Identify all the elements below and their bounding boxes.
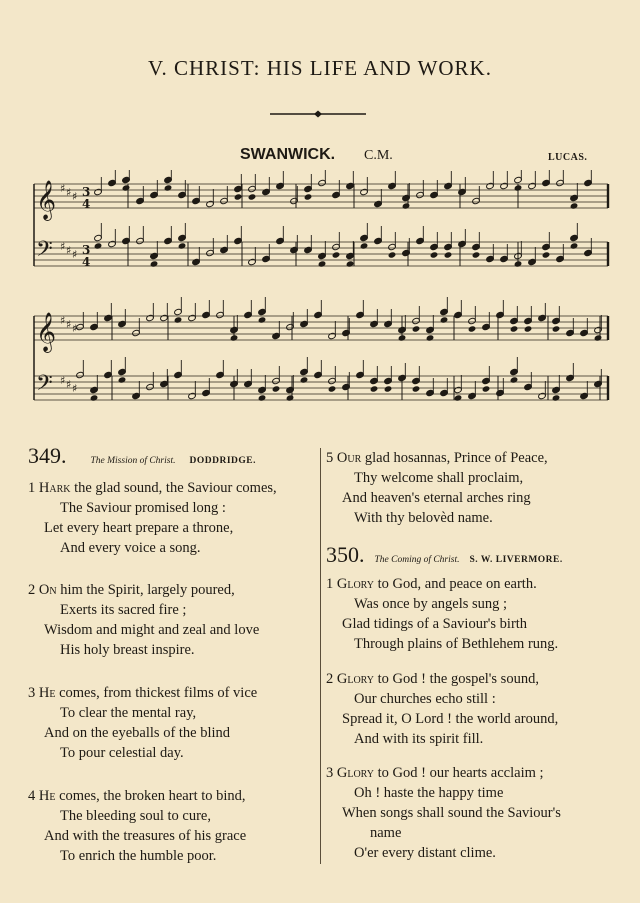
svg-text:𝄞: 𝄞 [36, 312, 57, 352]
hymn-350-number: 350. [326, 542, 365, 567]
stanza-number: 5 [326, 450, 334, 466]
stanza-line: And every voice a song. [60, 540, 201, 556]
stanza-line: And with the treasures of his grace [44, 828, 247, 844]
stanza-line: Oh ! haste the happy time [354, 785, 504, 801]
stanza-number: 2 [326, 671, 334, 687]
stanza-line: Through plains of Bethlehem rung. [354, 636, 559, 652]
stanza-number: 2 [28, 582, 36, 598]
stanza-line: And with its spirit fill. [354, 731, 484, 747]
stanza-line: With thy belovèd name. [354, 510, 493, 526]
svg-text:♯: ♯ [72, 322, 78, 335]
hymn-349-stanza-1 [28, 478, 277, 558]
stanza-line: To clear the mental ray, [60, 705, 197, 721]
hymn-349-stanza-4 [28, 786, 246, 866]
svg-text:♯: ♯ [66, 318, 72, 331]
svg-text:♯: ♯ [72, 190, 78, 203]
svg-text:♯: ♯ [66, 244, 72, 257]
stanza-line: Let every heart prepare a throne, [44, 520, 234, 536]
hymn-349-title: The Mission of Christ. [90, 456, 176, 466]
svg-text:3: 3 [82, 243, 91, 257]
svg-text:♯: ♯ [60, 182, 66, 195]
hymn-349-header [28, 443, 256, 469]
hymn-350-stanza-1 [326, 574, 558, 654]
svg-text:♯: ♯ [72, 382, 78, 395]
stanza-number: 3 [28, 685, 36, 701]
stanza-line: Glory to God ! the gospel's sound, [336, 671, 539, 687]
stanza-line: Glory to God ! our hearts acclaim ; [336, 765, 544, 781]
hymn-349-stanza-5 [326, 448, 548, 528]
stanza-line: name [370, 825, 402, 841]
hymn-350-author: S. W. LIVERMORE. [469, 555, 563, 565]
stanza-line: O'er every distant clime. [354, 845, 496, 861]
stanza-line: Glory to God, and peace on earth. [336, 576, 537, 592]
svg-text:𝄢: 𝄢 [36, 237, 53, 267]
stanza-line: The bleeding soul to cure, [60, 808, 211, 824]
stanza-number: 3 [326, 765, 334, 781]
hymn-350-stanza-2 [326, 669, 558, 749]
tune-name: SWANWICK. [240, 146, 336, 163]
column-divider [320, 448, 321, 864]
hymn-349-stanza-2 [28, 580, 259, 660]
stanza-number: 1 [28, 480, 36, 496]
stanza-line: Thy welcome shall proclaim, [354, 470, 524, 486]
svg-text:𝄢: 𝄢 [36, 371, 53, 401]
hymn-350-stanza-3 [326, 763, 561, 863]
section-title: V. CHRIST: HIS LIFE AND WORK. [148, 56, 492, 80]
hymn-349-author: DODDRIDGE. [189, 456, 256, 466]
stanza-number: 4 [28, 788, 36, 804]
tune-composer: LUCAS. [548, 152, 588, 163]
music-score [28, 170, 612, 432]
tune-meter: C.M. [364, 148, 393, 163]
stanza-line: Wisdom and might and zeal and love [44, 622, 260, 638]
stanza-line: The Saviour promised long : [60, 500, 226, 516]
stanza-line: He comes, the broken heart to bind, [38, 788, 246, 804]
stanza-line: And on the eyeballs of the blind [44, 725, 231, 741]
stanza-line: His holy breast inspire. [60, 642, 195, 658]
stanza-line: Our churches echo still : [354, 691, 496, 707]
svg-text:4: 4 [82, 255, 91, 269]
svg-text:♯: ♯ [66, 186, 72, 199]
stanza-line: Glad tidings of a Saviour's birth [342, 616, 528, 632]
stanza-line: To enrich the humble poor. [60, 848, 217, 864]
svg-text:♯: ♯ [66, 378, 72, 391]
svg-text:3: 3 [82, 185, 91, 199]
svg-text:♯: ♯ [72, 248, 78, 261]
stanza-line: When songs shall sound the Saviour's [342, 805, 561, 821]
stanza-line: Exerts its sacred fire ; [60, 602, 187, 618]
stanza-line: On him the Spirit, largely poured, [38, 582, 235, 598]
stanza-line: Was once by angels sung ; [354, 596, 508, 612]
stanza-number: 1 [326, 576, 334, 592]
svg-text:♯: ♯ [60, 314, 66, 327]
hymn-349-stanza-3 [28, 683, 257, 763]
stanza-line: Our glad hosannas, Prince of Peace, [336, 450, 548, 466]
svg-text:𝄞: 𝄞 [36, 180, 57, 220]
stanza-line: Hark the glad sound, the Saviour comes, [38, 480, 277, 496]
svg-text:♯: ♯ [60, 240, 66, 253]
hymn-350-title: The Coming of Christ. [374, 555, 460, 565]
stanza-line: Spread it, O Lord ! the world around, [342, 711, 559, 727]
hymn-350-header [326, 542, 563, 568]
stanza-line: And heaven's eternal arches ring [342, 490, 531, 506]
stanza-line: He comes, from thickest films of vice [38, 685, 258, 701]
stanza-line: To pour celestial day. [60, 745, 184, 761]
ornament-divider [270, 110, 366, 118]
svg-text:♯: ♯ [60, 374, 66, 387]
svg-text:4: 4 [82, 197, 91, 211]
hymn-349-number: 349. [28, 443, 67, 468]
